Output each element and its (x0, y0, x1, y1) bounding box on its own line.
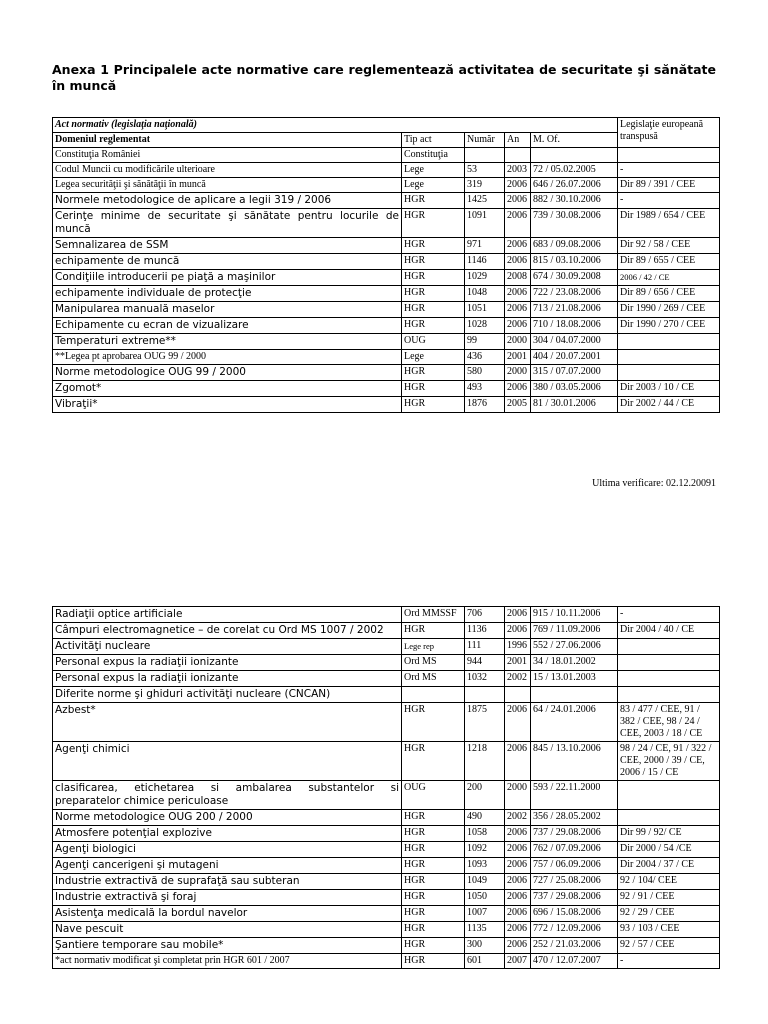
cell-tip: HGR (402, 842, 465, 858)
cell-mof: 769 / 11.09.2006 (531, 623, 618, 639)
cell-mof: 15 / 13.01.2003 (531, 671, 618, 687)
cell-domain: Semnalizarea de SSM (53, 238, 402, 254)
cell-numar: 944 (465, 655, 505, 671)
cell-domain: Personal expus la radiaţii ionizante (53, 655, 402, 671)
table-row (53, 148, 720, 163)
cell-eu (618, 639, 720, 655)
cell-numar: 200 (465, 781, 505, 810)
cell-mof: 737 / 29.08.2006 (531, 890, 618, 906)
cell-mof (531, 148, 618, 163)
cell-numar: 1218 (465, 742, 505, 781)
cell-domain: **Legea pt aprobarea OUG 99 / 2000 (53, 350, 402, 365)
cell-numar: 1135 (465, 922, 505, 938)
header-mof: M. Of. (531, 133, 618, 148)
cell-numar: 971 (465, 238, 505, 254)
cell-mof: 737 / 29.08.2006 (531, 826, 618, 842)
cell-eu: Dir 89 / 656 / CEE (618, 286, 720, 302)
cell-numar: 1092 (465, 842, 505, 858)
cell-domain: Câmpuri electromagnetice – de corelat cu Ord MS 1007 / 2002 (53, 623, 402, 639)
cell-an: 2006 (505, 906, 531, 922)
cell-numar (465, 148, 505, 163)
cell-numar: 319 (465, 178, 505, 193)
cell-eu (618, 365, 720, 381)
cell-mof: 762 / 07.09.2006 (531, 842, 618, 858)
table-row (53, 318, 720, 334)
cell-domain: Constituţia României (53, 148, 402, 163)
table-row (53, 810, 720, 826)
table-row (53, 163, 720, 178)
cell-numar: 300 (465, 938, 505, 954)
cell-mof: 404 / 20.07.2001 (531, 350, 618, 365)
cell-numar: 580 (465, 365, 505, 381)
cell-an: 2006 (505, 302, 531, 318)
cell-eu: Dir 2002 / 44 / CE (618, 397, 720, 413)
cell-domain: Agenţi biologici (53, 842, 402, 858)
cell-eu (618, 671, 720, 687)
cell-tip: HGR (402, 938, 465, 954)
cell-numar: 706 (465, 607, 505, 623)
cell-domain: Diferite norme şi ghiduri activităţi nucleare (CNCAN) (53, 687, 402, 703)
cell-an: 2006 (505, 607, 531, 623)
cell-mof: 380 / 03.05.2006 (531, 381, 618, 397)
cell-mof: 713 / 21.08.2006 (531, 302, 618, 318)
cell-domain: Cerinţe minime de securitate şi sănătate pentru locurile de muncă (53, 209, 402, 238)
cell-tip: HGR (402, 381, 465, 397)
cell-domain: Zgomot* (53, 381, 402, 397)
cell-mof: 304 / 04.07.2000 (531, 334, 618, 350)
cell-tip: HGR (402, 318, 465, 334)
cell-mof: 552 / 27.06.2006 (531, 639, 618, 655)
cell-domain: Codul Muncii cu modificările ulterioare (53, 163, 402, 178)
cell-an: 2008 (505, 270, 531, 286)
table-row (53, 858, 720, 874)
cell-mof: 915 / 10.11.2006 (531, 607, 618, 623)
table-row (53, 365, 720, 381)
cell-mof (531, 687, 618, 703)
cell-mof: 81 / 30.01.2006 (531, 397, 618, 413)
cell-tip: Ord MMSSF (402, 607, 465, 623)
cell-domain: Radiaţii optice artificiale (53, 607, 402, 623)
header-act-normativ: Act normativ (legislaţia naţională) (53, 118, 618, 133)
cell-numar: 1032 (465, 671, 505, 687)
cell-mof: 739 / 30.08.2006 (531, 209, 618, 238)
cell-domain: Asistenţa medicală la bordul navelor (53, 906, 402, 922)
cell-domain: echipamente de muncă (53, 254, 402, 270)
cell-numar: 1048 (465, 286, 505, 302)
legislation-table-national (52, 117, 720, 413)
cell-domain: Norme metodologice OUG 99 / 2000 (53, 365, 402, 381)
header-domain: Domeniul reglementat (53, 133, 402, 148)
cell-an (505, 148, 531, 163)
cell-eu (618, 687, 720, 703)
cell-eu (618, 810, 720, 826)
cell-numar: 1050 (465, 890, 505, 906)
cell-numar: 1049 (465, 874, 505, 890)
cell-mof: 315 / 07.07.2000 (531, 365, 618, 381)
cell-eu (618, 781, 720, 810)
cell-eu: Dir 99 / 92/ CE (618, 826, 720, 842)
table-row (53, 238, 720, 254)
cell-tip: HGR (402, 193, 465, 209)
cell-an: 2006 (505, 742, 531, 781)
cell-numar: 111 (465, 639, 505, 655)
cell-eu: 92 / 29 / CEE (618, 906, 720, 922)
table-header-row (53, 118, 720, 133)
cell-eu: Dir 92 / 58 / CEE (618, 238, 720, 254)
last-verified-note: Ultima verificare: 02.12.20091 (592, 478, 716, 489)
cell-an: 2006 (505, 381, 531, 397)
cell-eu: Dir 2004 / 40 / CE (618, 623, 720, 639)
cell-an: 2001 (505, 350, 531, 365)
table-row (53, 639, 720, 655)
cell-eu: Dir 2004 / 37 / CE (618, 858, 720, 874)
cell-numar: 1029 (465, 270, 505, 286)
cell-mof: 696 / 15.08.2006 (531, 906, 618, 922)
cell-mof: 727 / 25.08.2006 (531, 874, 618, 890)
cell-domain: Azbest* (53, 703, 402, 742)
cell-an: 2006 (505, 703, 531, 742)
cell-numar: 1425 (465, 193, 505, 209)
table-row (53, 270, 720, 286)
header-numar: Număr (465, 133, 505, 148)
cell-an: 1996 (505, 639, 531, 655)
cell-an: 2003 (505, 163, 531, 178)
cell-mof: 722 / 23.08.2006 (531, 286, 618, 302)
cell-an: 2006 (505, 254, 531, 270)
cell-tip: HGR (402, 922, 465, 938)
cell-eu: Dir 1990 / 269 / CEE (618, 302, 720, 318)
cell-domain: Echipamente cu ecran de vizualizare (53, 318, 402, 334)
cell-tip: HGR (402, 874, 465, 890)
table-row (53, 842, 720, 858)
cell-eu: - (618, 954, 720, 969)
cell-tip: HGR (402, 286, 465, 302)
table-row (53, 742, 720, 781)
cell-mof: 882 / 30.10.2006 (531, 193, 618, 209)
cell-domain: Şantiere temporare sau mobile* (53, 938, 402, 954)
cell-domain: Condiţiile introducerii pe piaţă a maşinilor (53, 270, 402, 286)
cell-tip: HGR (402, 365, 465, 381)
cell-tip: Constituţia (402, 148, 465, 163)
cell-domain: Agenţi chimici (53, 742, 402, 781)
cell-domain: clasificarea, etichetarea si ambalarea substantelor si preparatelor chimice periculoase (53, 781, 402, 810)
cell-an: 2007 (505, 954, 531, 969)
cell-an (505, 687, 531, 703)
table-row (53, 922, 720, 938)
cell-an: 2000 (505, 781, 531, 810)
table-row (53, 193, 720, 209)
legislation-table-continued (52, 606, 720, 969)
cell-eu: Dir 2000 / 54 /CE (618, 842, 720, 858)
cell-eu: 98 / 24 / CE, 91 / 322 / CEE, 2000 / 39 / CE, 2006 / 15 / CE (618, 742, 720, 781)
header-an: An (505, 133, 531, 148)
table-row (53, 890, 720, 906)
cell-numar: 1136 (465, 623, 505, 639)
cell-tip: Lege (402, 163, 465, 178)
cell-an: 2002 (505, 671, 531, 687)
cell-numar: 1051 (465, 302, 505, 318)
table-row (53, 254, 720, 270)
table-row (53, 826, 720, 842)
cell-eu: 2006 / 42 / CE (618, 270, 720, 286)
cell-an: 2006 (505, 193, 531, 209)
cell-mof: 470 / 12.07.2007 (531, 954, 618, 969)
cell-tip: HGR (402, 826, 465, 842)
cell-an: 2006 (505, 623, 531, 639)
cell-eu: 92 / 57 / CEE (618, 938, 720, 954)
cell-an: 2006 (505, 922, 531, 938)
cell-tip: HGR (402, 890, 465, 906)
cell-an: 2006 (505, 890, 531, 906)
cell-eu (618, 350, 720, 365)
cell-tip: HGR (402, 254, 465, 270)
cell-domain: Temperaturi extreme** (53, 334, 402, 350)
cell-tip: Lege (402, 178, 465, 193)
cell-numar: 490 (465, 810, 505, 826)
cell-domain: Personal expus la radiaţii ionizante (53, 671, 402, 687)
cell-an: 2006 (505, 318, 531, 334)
cell-an: 2000 (505, 334, 531, 350)
table-row (53, 938, 720, 954)
cell-an: 2001 (505, 655, 531, 671)
cell-mof: 64 / 24.01.2006 (531, 703, 618, 742)
cell-numar: 99 (465, 334, 505, 350)
cell-mof: 772 / 12.09.2006 (531, 922, 618, 938)
cell-mof: 593 / 22.11.2000 (531, 781, 618, 810)
cell-tip: HGR (402, 906, 465, 922)
cell-mof: 845 / 13.10.2006 (531, 742, 618, 781)
cell-numar: 1093 (465, 858, 505, 874)
cell-mof: 815 / 03.10.2006 (531, 254, 618, 270)
table-row (53, 781, 720, 810)
cell-eu: 92 / 91 / CEE (618, 890, 720, 906)
cell-eu (618, 655, 720, 671)
cell-numar: 1876 (465, 397, 505, 413)
table-row (53, 302, 720, 318)
cell-numar: 1146 (465, 254, 505, 270)
table-row (53, 607, 720, 623)
cell-numar: 1058 (465, 826, 505, 842)
cell-tip: HGR (402, 270, 465, 286)
cell-tip: HGR (402, 703, 465, 742)
cell-domain: Vibraţii* (53, 397, 402, 413)
cell-eu: Dir 1990 / 270 / CEE (618, 318, 720, 334)
cell-eu: Dir 89 / 655 / CEE (618, 254, 720, 270)
cell-mof: 72 / 05.02.2005 (531, 163, 618, 178)
table-row (53, 178, 720, 193)
cell-eu: 83 / 477 / CEE, 91 / 382 / CEE, 98 / 24 / CEE, 2003 / 18 / CE (618, 703, 720, 742)
cell-tip: Lege (402, 350, 465, 365)
cell-numar: 601 (465, 954, 505, 969)
cell-numar: 1007 (465, 906, 505, 922)
cell-domain: Industrie extractivă şi foraj (53, 890, 402, 906)
cell-tip: OUG (402, 334, 465, 350)
cell-tip: HGR (402, 858, 465, 874)
cell-eu: Dir 1989 / 654 / CEE (618, 209, 720, 238)
cell-domain: Norme metodologice OUG 200 / 2000 (53, 810, 402, 826)
cell-numar: 436 (465, 350, 505, 365)
cell-an: 2006 (505, 178, 531, 193)
page-title: Anexa 1 Principalele acte normative care reglementează activitatea de securitate şi sănătate în muncă (52, 62, 716, 93)
cell-an: 2006 (505, 286, 531, 302)
table-row (53, 874, 720, 890)
cell-tip: HGR (402, 810, 465, 826)
cell-mof: 356 / 28.05.2002 (531, 810, 618, 826)
cell-an: 2000 (505, 365, 531, 381)
table-row (53, 350, 720, 365)
cell-eu: 93 / 103 / CEE (618, 922, 720, 938)
cell-numar: 1028 (465, 318, 505, 334)
table-row (53, 286, 720, 302)
cell-domain: echipamente individuale de protecţie (53, 286, 402, 302)
cell-tip: HGR (402, 742, 465, 781)
cell-an: 2006 (505, 874, 531, 890)
cell-numar: 493 (465, 381, 505, 397)
cell-an: 2006 (505, 826, 531, 842)
table-row (53, 655, 720, 671)
cell-tip: OUG (402, 781, 465, 810)
cell-domain: Activităţi nucleare (53, 639, 402, 655)
table-row (53, 954, 720, 969)
cell-an: 2005 (505, 397, 531, 413)
cell-an: 2006 (505, 842, 531, 858)
cell-domain: Legea securităţii şi sănătăţii în muncă (53, 178, 402, 193)
table-row (53, 687, 720, 703)
cell-eu (618, 148, 720, 163)
cell-tip: Ord MS (402, 655, 465, 671)
cell-mof: 252 / 21.03.2006 (531, 938, 618, 954)
table-row (53, 381, 720, 397)
cell-mof: 34 / 18.01.2002 (531, 655, 618, 671)
cell-eu: - (618, 163, 720, 178)
cell-mof: 710 / 18.08.2006 (531, 318, 618, 334)
cell-tip: HGR (402, 238, 465, 254)
header-tip-act: Tip act (402, 133, 465, 148)
cell-domain: Atmosfere potenţial explozive (53, 826, 402, 842)
cell-mof: 674 / 30.09.2008 (531, 270, 618, 286)
cell-mof: 683 / 09.08.2006 (531, 238, 618, 254)
cell-an: 2006 (505, 938, 531, 954)
cell-eu: - (618, 193, 720, 209)
cell-domain: Normele metodologice de aplicare a legii 319 / 2006 (53, 193, 402, 209)
cell-mof: 646 / 26.07.2006 (531, 178, 618, 193)
cell-domain: Manipularea manuală maselor (53, 302, 402, 318)
cell-mof: 757 / 06.09.2006 (531, 858, 618, 874)
cell-tip: HGR (402, 623, 465, 639)
cell-an: 2006 (505, 238, 531, 254)
cell-tip: Ord MS (402, 671, 465, 687)
cell-an: 2006 (505, 858, 531, 874)
header-eu-legislation: Legislaţie europeană transpusă (618, 118, 720, 148)
cell-tip: HGR (402, 209, 465, 238)
cell-domain: *act normativ modificat şi completat prin HGR 601 / 2007 (53, 954, 402, 969)
table-row (53, 209, 720, 238)
cell-domain: Agenţi cancerigeni şi mutageni (53, 858, 402, 874)
cell-tip: HGR (402, 302, 465, 318)
cell-eu: 92 / 104/ CEE (618, 874, 720, 890)
cell-numar: 1091 (465, 209, 505, 238)
cell-domain: Industrie extractivă de suprafaţă sau subteran (53, 874, 402, 890)
cell-tip (402, 687, 465, 703)
cell-domain: Nave pescuit (53, 922, 402, 938)
table-row (53, 671, 720, 687)
cell-tip: Lege rep (402, 639, 465, 655)
cell-tip: HGR (402, 397, 465, 413)
cell-eu (618, 334, 720, 350)
table-row (53, 334, 720, 350)
cell-numar (465, 687, 505, 703)
table-row (53, 703, 720, 742)
table-row (53, 397, 720, 413)
table-row (53, 623, 720, 639)
cell-eu: Dir 2003 / 10 / CE (618, 381, 720, 397)
cell-an: 2006 (505, 209, 531, 238)
cell-tip: HGR (402, 954, 465, 969)
cell-eu: Dir 89 / 391 / CEE (618, 178, 720, 193)
cell-an: 2002 (505, 810, 531, 826)
table-row (53, 906, 720, 922)
cell-numar: 53 (465, 163, 505, 178)
cell-eu: - (618, 607, 720, 623)
cell-numar: 1875 (465, 703, 505, 742)
